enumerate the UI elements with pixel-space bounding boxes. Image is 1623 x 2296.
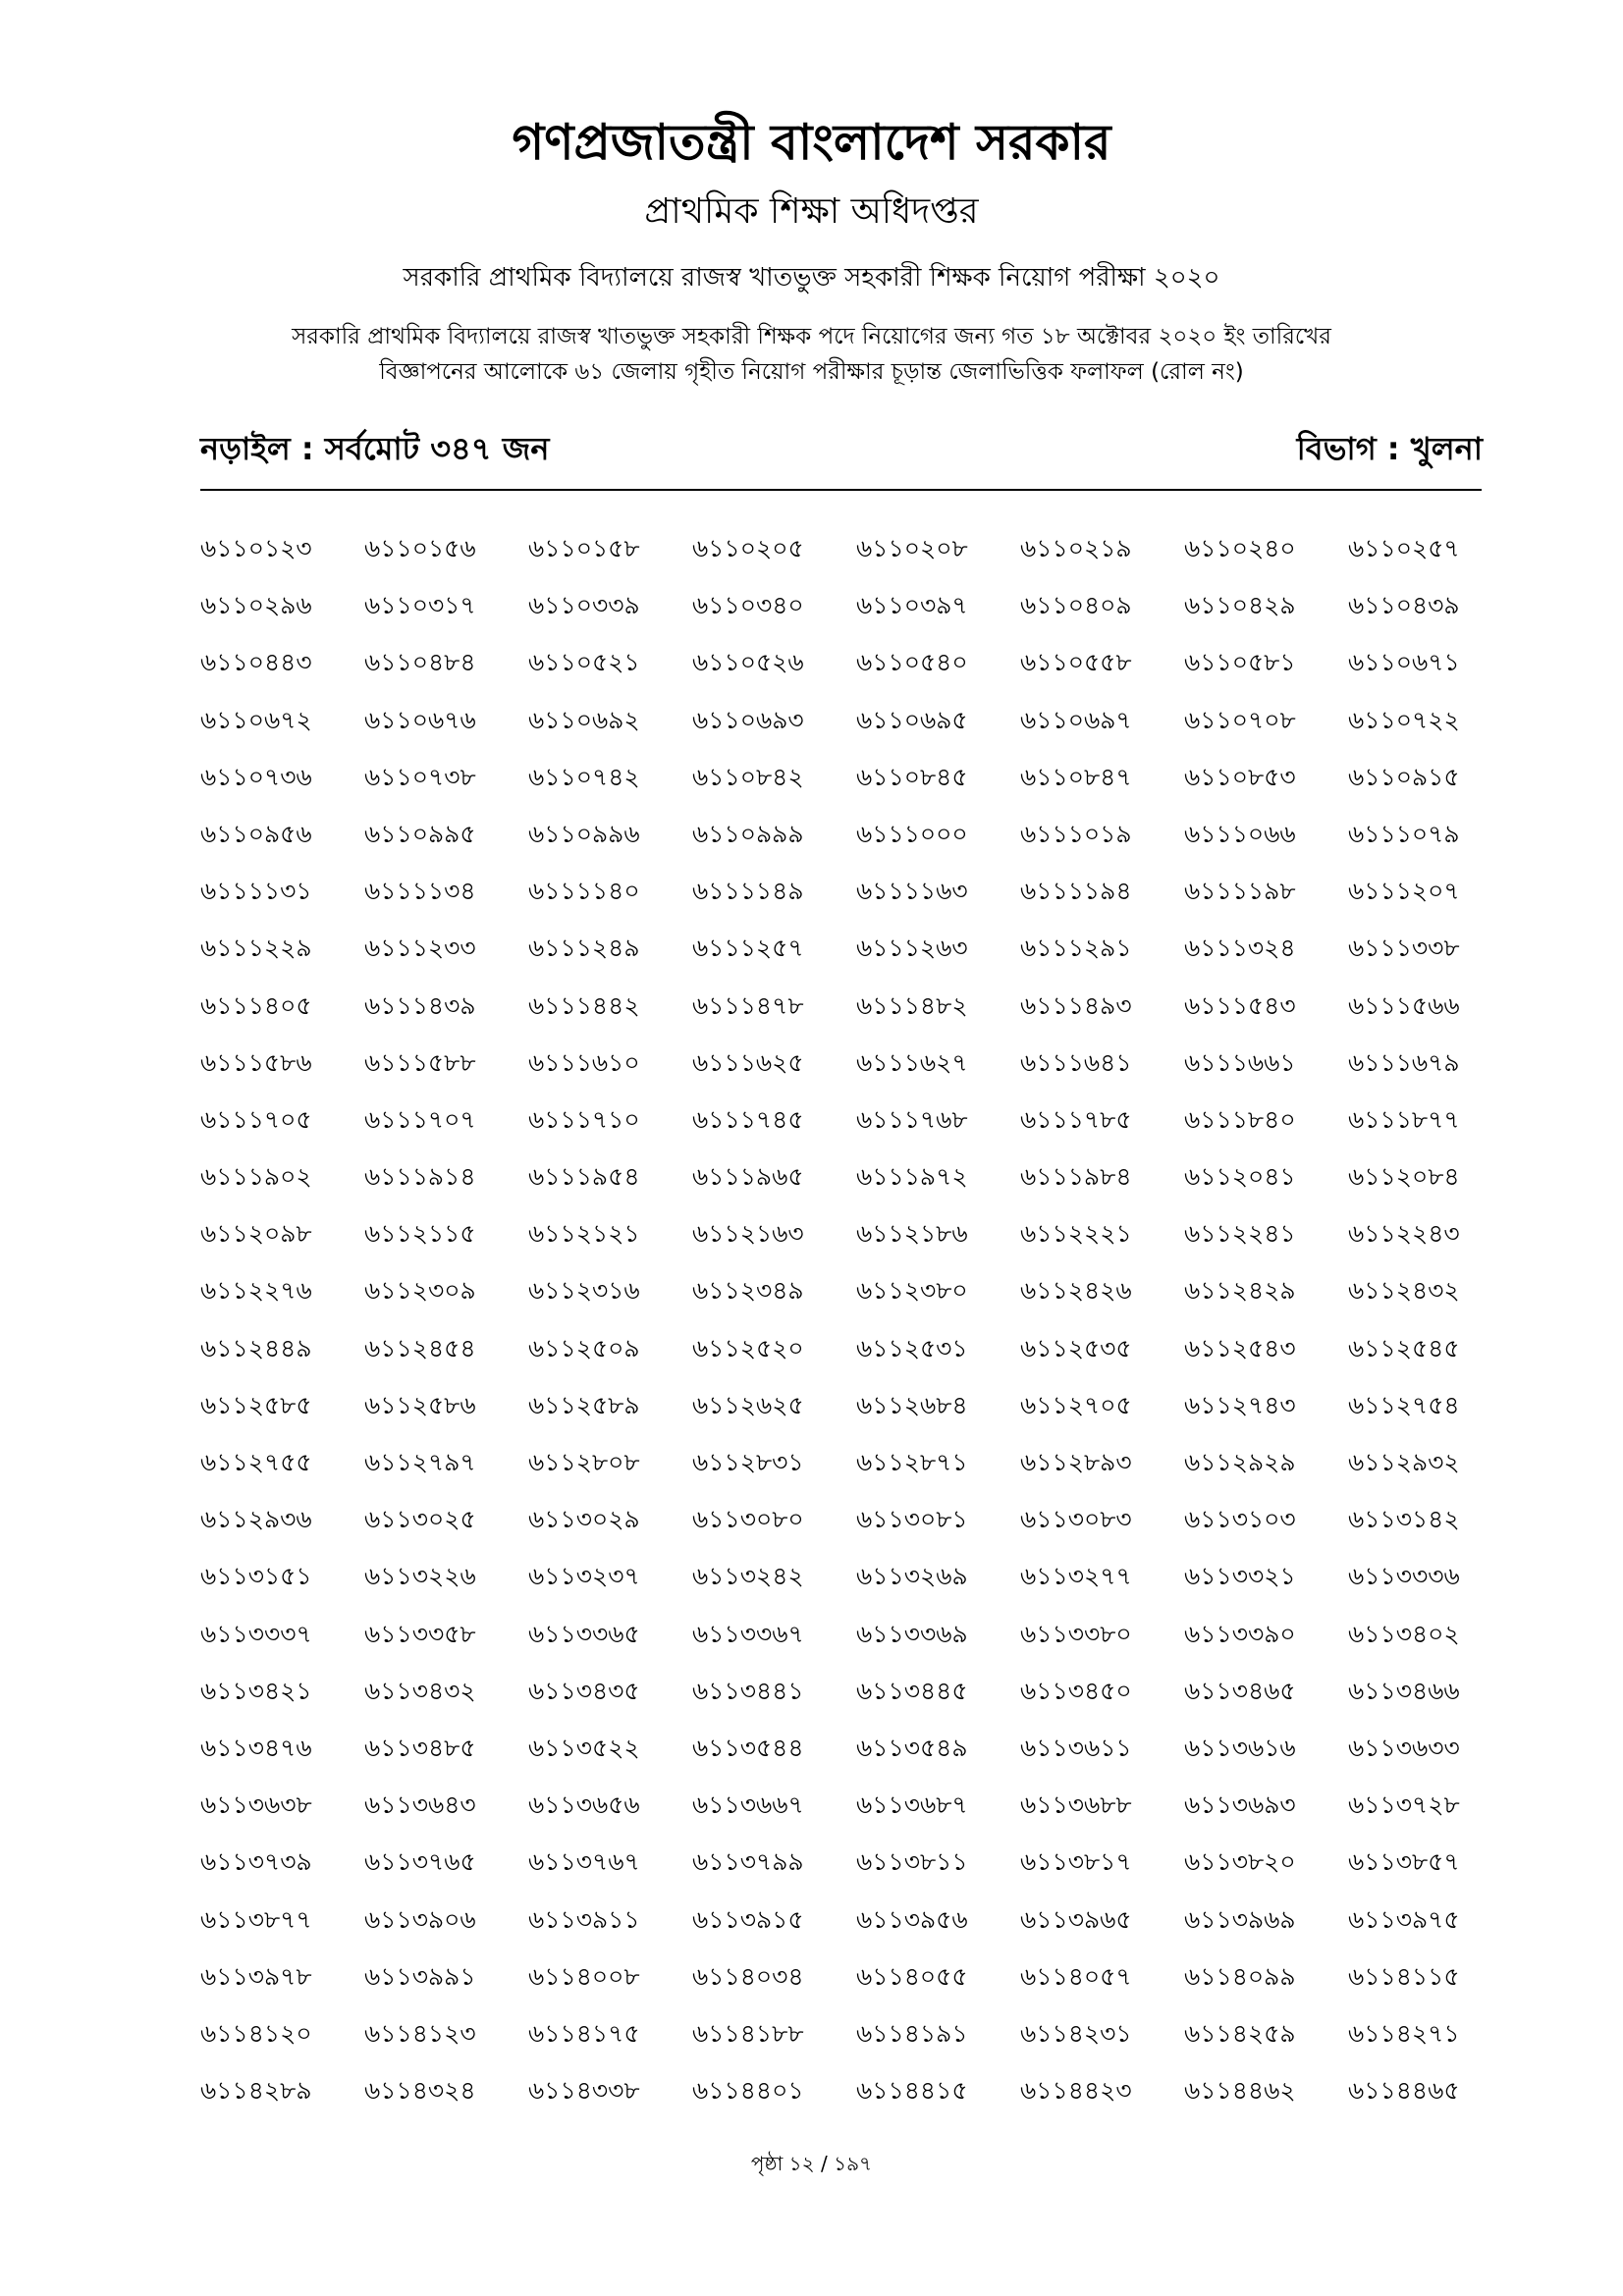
roll-number: ৬১১৩৩৯০ [1184, 1619, 1296, 1648]
roll-number: ৬১১৩৮২০ [1184, 1847, 1296, 1877]
roll-number: ৬১১২৫৮৫ [200, 1390, 312, 1419]
roll-number: ৬১১০৯৯৬ [528, 819, 640, 848]
roll-number: ৬১১১৯১৪ [364, 1162, 476, 1192]
roll-number: ৬১১০৭৩৬ [200, 762, 312, 791]
roll-number: ৬১১৪১২০ [200, 2018, 312, 2048]
roll-number: ৬১১৩২৬৯ [856, 1562, 968, 1591]
roll-number: ৬১১০৪০৯ [1020, 591, 1132, 620]
roll-number: ৬১১১১৯৪ [1020, 877, 1132, 906]
roll-number: ৬১১৪৪১৫ [856, 2076, 968, 2106]
roll-number: ৬১১৩৬৩৩ [1348, 1733, 1460, 1762]
roll-number: ৬১১০৯১৫ [1348, 762, 1460, 791]
roll-number: ৬১১৩০২৯ [528, 1505, 640, 1534]
roll-number: ৬১১২৯৩৬ [200, 1505, 312, 1534]
roll-number: ৬১১১০০০ [856, 819, 968, 848]
roll-number: ৬১১০৪২৯ [1184, 591, 1296, 620]
roll-number: ৬১১৪২৫৯ [1184, 2018, 1296, 2048]
roll-number: ৬১১০৫২১ [528, 648, 640, 677]
roll-number: ৬১১২১৬৩ [692, 1219, 804, 1249]
roll-number: ৬১১২২৪৩ [1348, 1219, 1460, 1249]
roll-number: ৬১১২৫৮৯ [528, 1390, 640, 1419]
roll-number: ৬১১২৭০৫ [1020, 1390, 1132, 1419]
roll-number: ৬১১৩৪৩২ [364, 1676, 476, 1705]
roll-number: ৬১১২৫৩৫ [1020, 1333, 1132, 1362]
roll-number: ৬১১৩৯১৫ [692, 1904, 804, 1934]
roll-number: ৬১১০৩৩৯ [528, 591, 640, 620]
roll-number: ৬১১০৬৭৬ [364, 705, 476, 734]
roll-number: ৬১১১৬৪১ [1020, 1047, 1132, 1077]
roll-number: ৬১১২৪২৯ [1184, 1276, 1296, 1306]
roll-number: ৬১১৩০৮৩ [1020, 1505, 1132, 1534]
roll-number: ৬১১০১২৩ [200, 534, 312, 562]
roll-number: ৬১১২০৮৪ [1348, 1162, 1460, 1192]
roll-number: ৬১১৪১৯১ [856, 2018, 968, 2048]
roll-number: ৬১১৩০২৫ [364, 1505, 476, 1534]
roll-number: ৬১১৪৩৩৮ [528, 2076, 640, 2106]
roll-number: ৬১১০৭৪২ [528, 762, 640, 791]
roll-number: ৬১১৩১৪২ [1348, 1505, 1460, 1534]
roll-number: ৬১১১৯০২ [200, 1162, 312, 1192]
roll-number: ৬১১৪০৫৭ [1020, 1961, 1132, 1991]
roll-number: ৬১১৩৫২২ [528, 1733, 640, 1762]
roll-number: ৬১১৪০০৮ [528, 1961, 640, 1991]
roll-number: ৬১১৩৯৭৫ [1348, 1904, 1460, 1934]
roll-number: ৬১১৩২৭৭ [1020, 1562, 1132, 1591]
roll-number: ৬১১১৫৪৩ [1184, 990, 1296, 1020]
roll-number: ৬১১৩৪৪১ [692, 1676, 804, 1705]
description-line-2: বিজ্ঞাপনের আলোকে ৬১ জেলায় গৃহীত নিয়োগ পরীক্ষার চূড়ান্ত জেলাভিত্তিক ফলাফল (রোল নং) [379, 359, 1244, 385]
roll-number: ৬১১৩১০৩ [1184, 1505, 1296, 1534]
exam-title: সরকারি প্রাথমিক বিদ্যালয়ে রাজস্ব খাতভুক্ত সহকারী শিক্ষক নিয়োগ পরীক্ষা ২০২০ [403, 263, 1220, 293]
roll-number: ৬১১৪৪০১ [692, 2076, 804, 2106]
roll-number: ৬১১১২৩৩ [364, 934, 476, 963]
roll-number: ৬১১১৭০৫ [200, 1104, 312, 1134]
roll-number: ৬১১৩৪৮৫ [364, 1733, 476, 1762]
roll-number: ৬১১১২২৯ [200, 934, 312, 963]
roll-number: ৬১১১৬১০ [528, 1047, 640, 1077]
roll-number: ৬১১২৬২৫ [692, 1390, 804, 1419]
roll-number: ৬১১১৩২৪ [1184, 934, 1296, 963]
roll-number: ৬১১৩৭৩৯ [200, 1847, 312, 1877]
roll-number: ৬১১৩৩৫৮ [364, 1619, 476, 1648]
roll-number: ৬১১০২০৫ [692, 534, 804, 562]
roll-number: ৬১১৩৯৫৬ [856, 1904, 968, 1934]
roll-number: ৬১১২২৪১ [1184, 1219, 1296, 1249]
roll-number: ৬১১১৮৪০ [1184, 1104, 1296, 1134]
roll-number: ৬১১০২৫৭ [1348, 534, 1460, 562]
roll-number: ৬১১৩২৩৭ [528, 1562, 640, 1591]
roll-number: ৬১১০৭০৮ [1184, 705, 1296, 734]
roll-number: ৬১১৪০৫৫ [856, 1961, 968, 1991]
roll-number: ৬১১০২৪০ [1184, 534, 1296, 562]
roll-number: ৬১১১৬২৫ [692, 1047, 804, 1077]
roll-number: ৬১১৪২৭১ [1348, 2018, 1460, 2048]
roll-number: ৬১১০১৫৬ [364, 534, 476, 562]
roll-number: ৬১১৩৭৯৯ [692, 1847, 804, 1877]
roll-number: ৬১১৩৬৬৭ [692, 1790, 804, 1820]
roll-number: ৬১১১৪৯৩ [1020, 990, 1132, 1020]
roll-number: ৬১১১৭১০ [528, 1104, 640, 1134]
roll-number: ৬১১২৪২৬ [1020, 1276, 1132, 1306]
roll-number: ৬১১০৫৪০ [856, 648, 968, 677]
roll-number: ৬১১৩৫৪৪ [692, 1733, 804, 1762]
roll-number: ৬১১০৩১৭ [364, 591, 476, 620]
roll-number: ৬১১১৮৭৭ [1348, 1104, 1460, 1134]
roll-number: ৬১১০৯৯৯ [692, 819, 804, 848]
roll-number: ৬১১১৭০৭ [364, 1104, 476, 1134]
roll-number: ৬১১৩৪৪৫ [856, 1676, 968, 1705]
roll-number: ৬১১১১৪৯ [692, 877, 804, 906]
roll-number: ৬১১২৫০৯ [528, 1333, 640, 1362]
roll-number: ৬১১১২০৭ [1348, 877, 1460, 906]
roll-number: ৬১১৪০৩৪ [692, 1961, 804, 1991]
roll-number: ৬১১১১৯৮ [1184, 877, 1296, 906]
roll-number: ৬১১২৫৮৬ [364, 1390, 476, 1419]
roll-number: ৬১১৩৩৬৭ [692, 1619, 804, 1648]
roll-number: ৬১১০৬৯৭ [1020, 705, 1132, 734]
roll-number: ৬১১০৫২৬ [692, 648, 804, 677]
roll-number: ৬১১২৮৩১ [692, 1448, 804, 1476]
roll-number: ৬১১০৮৪৭ [1020, 762, 1132, 791]
roll-number: ৬১১৪১২৩ [364, 2018, 476, 2048]
roll-number: ৬১১৩৬৩৮ [200, 1790, 312, 1820]
roll-number: ৬১১০১৫৮ [528, 534, 640, 562]
roll-number: ৬১১৪৪৬২ [1184, 2076, 1296, 2106]
roll-number: ৬১১১২৬৩ [856, 934, 968, 963]
roll-number: ৬১১০৫৮১ [1184, 648, 1296, 677]
roll-number: ৬১১২৩০৯ [364, 1276, 476, 1306]
roll-number: ৬১১২৪৫৪ [364, 1333, 476, 1362]
roll-number: ৬১১০৪৪৩ [200, 648, 312, 677]
roll-number: ৬১১৩৬১৬ [1184, 1733, 1296, 1762]
roll-number: ৬১১২৪৩২ [1348, 1276, 1460, 1306]
description-line-1: সরকারি প্রাথমিক বিদ্যালয়ে রাজস্ব খাতভুক্ত সহকারী শিক্ষক পদে নিয়োগের জন্য গত ১৮ অক্টোবর ২০২০ ইং তারিখের [292, 324, 1331, 349]
roll-number: ৬১১২২২১ [1020, 1219, 1132, 1249]
roll-number: ৬১১০৬৭২ [200, 705, 312, 734]
roll-number: ৬১১১১৪০ [528, 877, 640, 906]
roll-number: ৬১১৩৪২১ [200, 1676, 312, 1705]
roll-number: ৬১১০৪৩৯ [1348, 591, 1460, 620]
roll-number: ৬১১৪১১৫ [1348, 1961, 1460, 1991]
roll-number: ৬১১৪০৯৯ [1184, 1961, 1296, 1991]
roll-number: ৬১১৩০৮০ [692, 1505, 804, 1534]
roll-number: ৬১১৩৭২৮ [1348, 1790, 1460, 1820]
roll-number: ৬১১২৮০৮ [528, 1448, 640, 1476]
roll-number: ৬১১৩৭৬৫ [364, 1847, 476, 1877]
roll-number: ৬১১৩৪৬৫ [1184, 1676, 1296, 1705]
roll-number: ৬১১১২৫৭ [692, 934, 804, 963]
roll-number: ৬১১২৩১৬ [528, 1276, 640, 1306]
roll-number: ৬১১০৭২২ [1348, 705, 1460, 734]
roll-number: ৬১১১৪৩৯ [364, 990, 476, 1020]
roll-number: ৬১১০৮৪৫ [856, 762, 968, 791]
roll-number: ৬১১৩৮১১ [856, 1847, 968, 1877]
roll-number: ৬১১১৭৮৫ [1020, 1104, 1132, 1134]
roll-number: ৬১১১৩৩৮ [1348, 934, 1460, 963]
roll-number: ৬১১১৪৮২ [856, 990, 968, 1020]
district-total: নড়াইল : সর্বমোট ৩৪৭ জন [200, 430, 550, 467]
roll-number: ৬১১৩১৫১ [200, 1562, 312, 1591]
roll-number: ৬১১২০৯৮ [200, 1219, 312, 1249]
roll-number: ৬১১১৪৭৮ [692, 990, 804, 1020]
page-number: পৃষ্ঠা ১২ / ১৯৭ [750, 2152, 873, 2175]
roll-number: ৬১১৩৮৫৭ [1348, 1847, 1460, 1877]
roll-number: ৬১১২৩৮০ [856, 1276, 968, 1306]
roll-number: ৬১১৩৯৬৯ [1184, 1904, 1296, 1934]
roll-number: ৬১১১০৬৬ [1184, 819, 1296, 848]
roll-number: ৬১১০৯৯৫ [364, 819, 476, 848]
roll-number: ৬১১০২৯৬ [200, 591, 312, 620]
roll-number: ৬১১০৫৫৮ [1020, 648, 1132, 677]
roll-number: ৬১১২৫৪৩ [1184, 1333, 1296, 1362]
roll-number: ৬১১০২১৯ [1020, 534, 1132, 562]
roll-number: ৬১১১৪৪২ [528, 990, 640, 1020]
roll-number: ৬১১৩৬৪৩ [364, 1790, 476, 1820]
roll-number: ৬১১৩৬১১ [1020, 1733, 1132, 1762]
roll-number: ৬১১২৮৭১ [856, 1448, 968, 1476]
roll-number: ৬১১৩৩৩৬ [1348, 1562, 1460, 1591]
roll-number: ৬১১৪৩২৪ [364, 2076, 476, 2106]
roll-number: ৬১১১১৩৪ [364, 877, 476, 906]
roll-number: ৬১১১১৬৩ [856, 877, 968, 906]
roll-number: ৬১১২৭৪৩ [1184, 1390, 1296, 1419]
roll-number: ৬১১০৪৮৪ [364, 648, 476, 677]
roll-number-grid [200, 520, 1496, 2119]
roll-number: ৬১১১৬৬১ [1184, 1047, 1296, 1077]
roll-number: ৬১১২২৭৬ [200, 1276, 312, 1306]
roll-number: ৬১১৩৫৪৯ [856, 1733, 968, 1762]
roll-number: ৬১১৩৭৬৭ [528, 1847, 640, 1877]
roll-number: ৬১১১৭৪৫ [692, 1104, 804, 1134]
roll-number: ৬১১০৬৭১ [1348, 648, 1460, 677]
roll-number: ৬১১৩৩৬৫ [528, 1619, 640, 1648]
roll-number: ৬১১৩৬৯৩ [1184, 1790, 1296, 1820]
roll-number: ৬১১১৫৮৬ [200, 1047, 312, 1077]
roll-number: ৬১১১২৯১ [1020, 934, 1132, 963]
roll-number: ৬১১৩০৮১ [856, 1505, 968, 1534]
roll-number: ৬১১৩৪৫০ [1020, 1676, 1132, 1705]
roll-number: ৬১১৩৬৫৬ [528, 1790, 640, 1820]
roll-number: ৬১১১০৭৯ [1348, 819, 1460, 848]
roll-number: ৬১১৩৩৩৭ [200, 1619, 312, 1648]
roll-number: ৬১১০৩৪০ [692, 591, 804, 620]
roll-number: ৬১১৩৬৮৮ [1020, 1790, 1132, 1820]
roll-number: ৬১১৩৩২১ [1184, 1562, 1296, 1591]
roll-number: ৬১১৩৪০২ [1348, 1619, 1460, 1648]
roll-number: ৬১১৪২৩১ [1020, 2018, 1132, 2048]
department-title: প্রাথমিক শিক্ষা অধিদপ্তর [644, 191, 979, 232]
roll-number: ৬১১৩৩৬৯ [856, 1619, 968, 1648]
roll-number: ৬১১৩৯১১ [528, 1904, 640, 1934]
roll-number: ৬১১২৪৪৯ [200, 1333, 312, 1362]
roll-number: ৬১১১৫৮৮ [364, 1047, 476, 1077]
roll-number: ৬১১২৫২০ [692, 1333, 804, 1362]
roll-number: ৬১১৩৮৭৭ [200, 1904, 312, 1934]
roll-number: ৬১১২৮৯৩ [1020, 1448, 1132, 1476]
roll-number: ৬১১০৬৯২ [528, 705, 640, 734]
roll-number: ৬১১১৪০৫ [200, 990, 312, 1020]
roll-number: ৬১১২৭৯৭ [364, 1448, 476, 1476]
roll-number: ৬১১২৬৮৪ [856, 1390, 968, 1419]
roll-number: ৬১১১২৪৯ [528, 934, 640, 963]
roll-number: ৬১১১৫৬৬ [1348, 990, 1460, 1020]
roll-number: ৬১১১৯৬৫ [692, 1162, 804, 1192]
roll-number: ৬১১১৯৫৪ [528, 1162, 640, 1192]
roll-number: ৬১১৩৪৩৫ [528, 1676, 640, 1705]
roll-number: ৬১১১০১৯ [1020, 819, 1132, 848]
roll-number: ৬১১৩৯৯১ [364, 1961, 476, 1991]
roll-number: ৬১১৩৪৬৬ [1348, 1676, 1460, 1705]
roll-number: ৬১১৩৯৭৮ [200, 1961, 312, 1991]
roll-number: ৬১১২৩৪৯ [692, 1276, 804, 1306]
roll-number: ৬১১০২০৮ [856, 534, 968, 562]
roll-number: ৬১১৩৯৬৫ [1020, 1904, 1132, 1934]
roll-number: ৬১১৪১৭৫ [528, 2018, 640, 2048]
roll-number: ৬১১১৬৭৯ [1348, 1047, 1460, 1077]
government-title: গণপ্রজাতন্ত্রী বাংলাদেশ সরকার [512, 114, 1111, 171]
roll-number: ৬১১০৬৯৫ [856, 705, 968, 734]
roll-number: ৬১১০৩৯৭ [856, 591, 968, 620]
roll-number: ৬১১৪৪২৩ [1020, 2076, 1132, 2106]
roll-number: ৬১১২০৪১ [1184, 1162, 1296, 1192]
roll-number: ৬১১১৬২৭ [856, 1047, 968, 1077]
roll-number: ৬১১৩৪৭৬ [200, 1733, 312, 1762]
roll-number: ৬১১২১২১ [528, 1219, 640, 1249]
header-divider [200, 489, 1482, 491]
roll-number: ৬১১৩৯০৬ [364, 1904, 476, 1934]
roll-number: ৬১১০৮৪২ [692, 762, 804, 791]
roll-number: ৬১১২৯৩২ [1348, 1448, 1460, 1476]
roll-number: ৬১১৩৬৮৭ [856, 1790, 968, 1820]
roll-number: ৬১১২৫৩১ [856, 1333, 968, 1362]
roll-number: ৬১১৪৪৬৫ [1348, 2076, 1460, 2106]
roll-number: ৬১১২১৮৬ [856, 1219, 968, 1249]
roll-number: ৬১১১৯৮৪ [1020, 1162, 1132, 1192]
roll-number: ৬১১০৭৩৮ [364, 762, 476, 791]
roll-number: ৬১১৩৩৮০ [1020, 1619, 1132, 1648]
roll-number: ৬১১২৭৫৪ [1348, 1390, 1460, 1419]
roll-number: ৬১১৪২৮৯ [200, 2076, 312, 2106]
roll-number: ৬১১১৯৭২ [856, 1162, 968, 1192]
roll-number: ৬১১০৮৫৩ [1184, 762, 1296, 791]
roll-number: ৬১১১১৩১ [200, 877, 312, 906]
roll-number: ৬১১১৭৬৮ [856, 1104, 968, 1134]
roll-number: ৬১১০৬৯৩ [692, 705, 804, 734]
division-label: বিভাগ : খুলনা [1296, 430, 1483, 467]
roll-number: ৬১১২১১৫ [364, 1219, 476, 1249]
roll-number: ৬১১০৯৫৬ [200, 819, 312, 848]
roll-number: ৬১১২৫৪৫ [1348, 1333, 1460, 1362]
roll-number: ৬১১২৯২৯ [1184, 1448, 1296, 1476]
roll-number: ৬১১৪১৮৮ [692, 2018, 804, 2048]
roll-number: ৬১১৩২৪২ [692, 1562, 804, 1591]
roll-number: ৬১১৩২২৬ [364, 1562, 476, 1591]
roll-number: ৬১১৩৮১৭ [1020, 1847, 1132, 1877]
roll-number: ৬১১২৭৫৫ [200, 1448, 312, 1476]
